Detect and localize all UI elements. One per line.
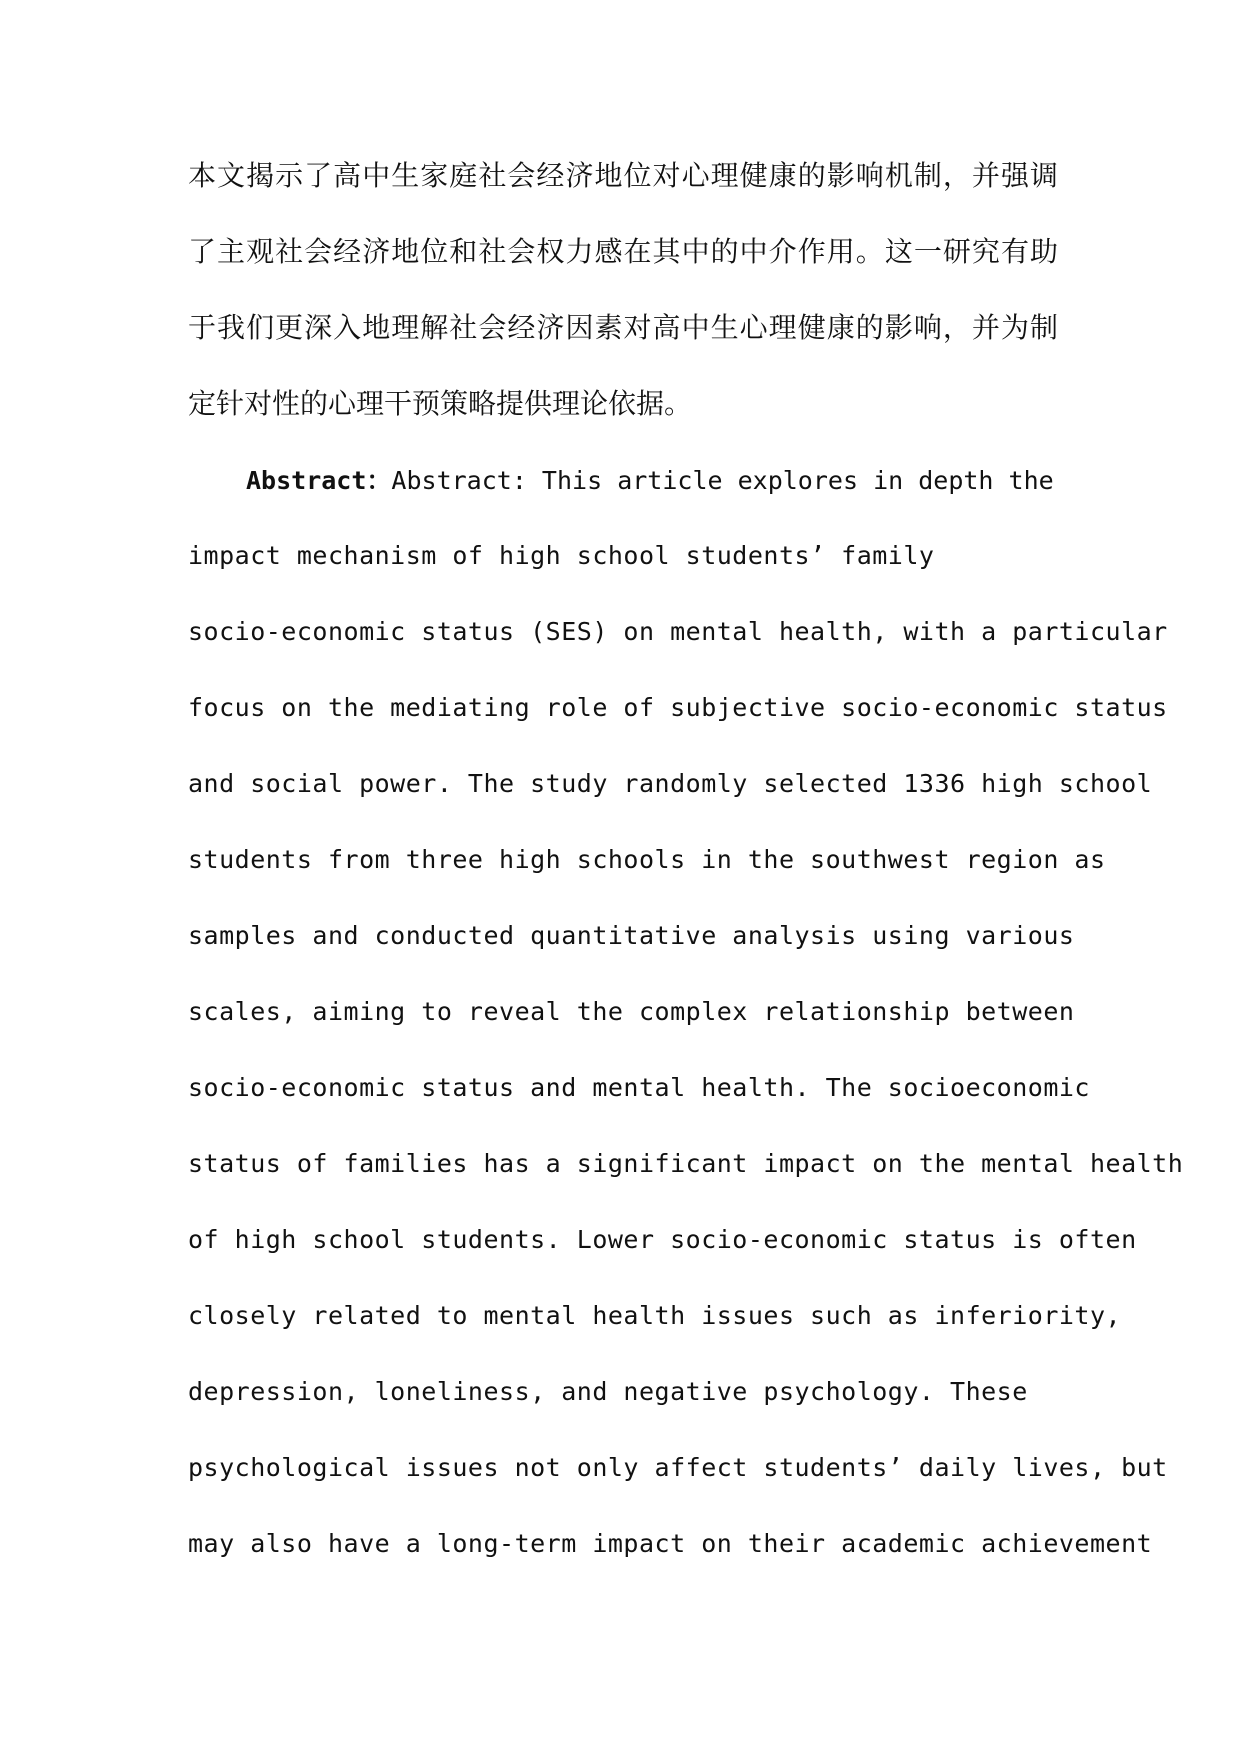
abstract-line-13: psychological issues not only affect students’ daily lives, but	[188, 1453, 1168, 1482]
abstract-line-8: socio-economic status and mental health. The socioeconomic	[188, 1073, 1090, 1102]
abstract-label: Abstract：	[246, 466, 392, 495]
abstract-line-7: scales, aiming to reveal the complex relationship between	[188, 997, 1075, 1026]
chinese-paragraph-line-4: 定针对性的心理干预策略提供理论依据。	[188, 387, 693, 420]
abstract-heading-line	[188, 442, 1058, 518]
abstract-line-10: of high school students. Lower socio-economic status is often	[188, 1225, 1137, 1254]
abstract-first-line: Abstract: This article explores in depth the	[391, 466, 1054, 495]
page-content	[188, 138, 1184, 1582]
chinese-paragraph-line-3: 于我们更深入地理解社会经济因素对高中生心理健康的影响，并为制	[188, 311, 1058, 344]
abstract-line-2: socio-economic status (SES) on mental health, with a particular	[188, 617, 1168, 646]
abstract-line-3: focus on the mediating role of subjective socio-economic status	[188, 693, 1168, 722]
abstract-line-14: may also have a long-term impact on their academic achievement	[188, 1529, 1153, 1558]
abstract-line-11: closely related to mental health issues such as inferiority,	[188, 1301, 1122, 1330]
abstract-line-4: and social power. The study randomly selected 1336 high school	[188, 769, 1153, 798]
abstract-line-5: students from three high schools in the southwest region as	[188, 845, 1106, 874]
abstract-line-1: impact mechanism of high school students’ family	[188, 541, 935, 570]
chinese-paragraph-line-1: 本文揭示了高中生家庭社会经济地位对心理健康的影响机制，并强调	[188, 159, 1058, 192]
abstract-line-6: samples and conducted quantitative analysis using various	[188, 921, 1075, 950]
abstract-line-12: depression, loneliness, and negative psychology. These	[188, 1377, 1028, 1406]
abstract-line-9: status of families has a significant impact on the mental health	[188, 1149, 1184, 1178]
chinese-paragraph-line-2: 了主观社会经济地位和社会权力感在其中的中介作用。这一研究有助	[188, 235, 1058, 268]
